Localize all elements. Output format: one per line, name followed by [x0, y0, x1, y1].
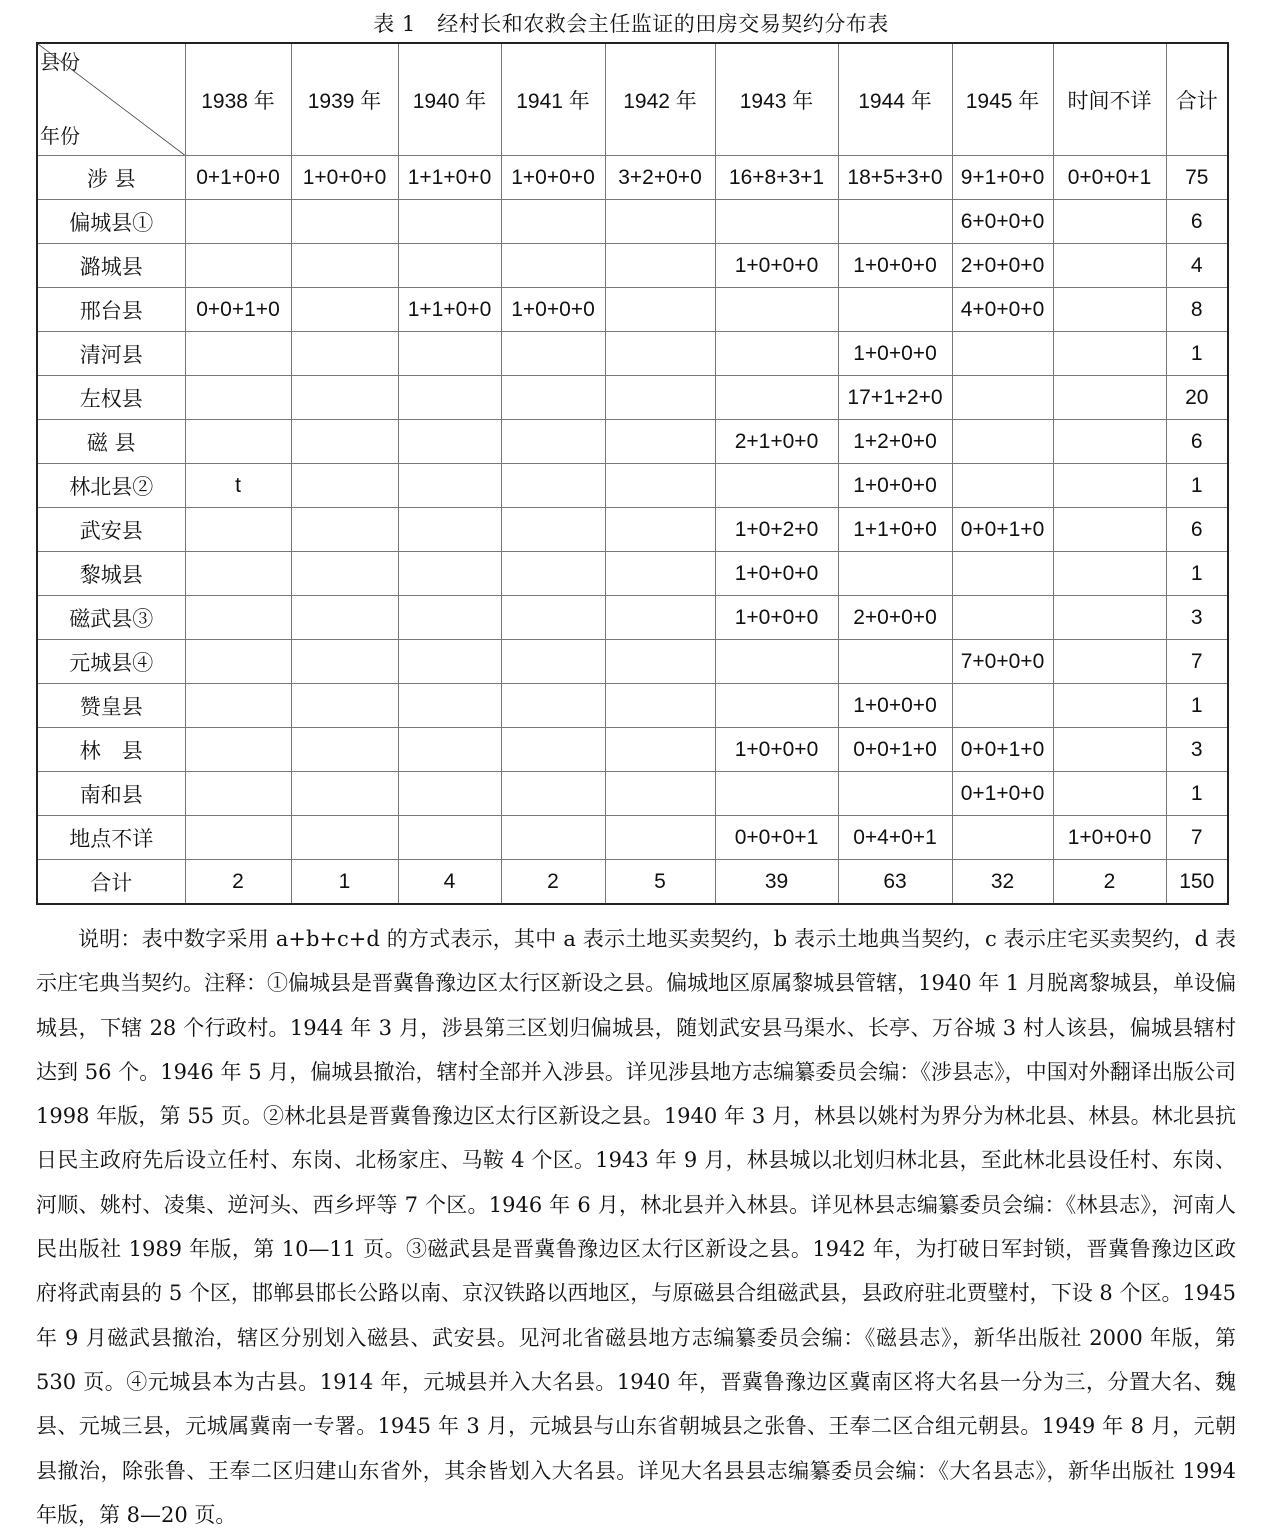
- table-cell: [185, 816, 291, 860]
- table-cell: [501, 508, 605, 552]
- table-cell: [185, 332, 291, 376]
- table-cell: [291, 816, 398, 860]
- table-cell: [501, 596, 605, 640]
- table-cell: [952, 552, 1053, 596]
- table-cell: 1+0+0+0: [501, 288, 605, 332]
- table-cell: [838, 288, 952, 332]
- table-cell: 1+2+0+0: [838, 420, 952, 464]
- table-cell: 3+2+0+0: [605, 156, 715, 200]
- table-cell: 18+5+3+0: [838, 156, 952, 200]
- table-cell: [291, 508, 398, 552]
- table-cell: [1053, 420, 1166, 464]
- table-cell: [185, 200, 291, 244]
- table-cell: [838, 772, 952, 816]
- table-cell: [398, 596, 501, 640]
- column-total: 2: [501, 860, 605, 905]
- table-cell: [291, 288, 398, 332]
- table-cell: [501, 420, 605, 464]
- table-cell: [398, 508, 501, 552]
- county-name: 左权县: [37, 376, 185, 420]
- table-cell: 17+1+2+0: [838, 376, 952, 420]
- row-total: 6: [1166, 200, 1228, 244]
- table-cell: [952, 596, 1053, 640]
- table-cell: 0+0+1+0: [185, 288, 291, 332]
- table-cell: [398, 376, 501, 420]
- table-cell: [291, 332, 398, 376]
- county-name: 邢台县: [37, 288, 185, 332]
- table-row: [37, 508, 1228, 552]
- table-cell: 16+8+3+1: [715, 156, 838, 200]
- table-cell: [605, 288, 715, 332]
- table-cell: 0+0+1+0: [952, 728, 1053, 772]
- column-total: 39: [715, 860, 838, 905]
- table-row: [37, 288, 1228, 332]
- table-cell: [1053, 288, 1166, 332]
- row-total: 20: [1166, 376, 1228, 420]
- table-cell: [952, 420, 1053, 464]
- county-name: 潞城县: [37, 244, 185, 288]
- table-cell: [605, 684, 715, 728]
- column-header: 1944 年: [838, 43, 952, 156]
- table-cell: [1053, 508, 1166, 552]
- row-total: 1: [1166, 332, 1228, 376]
- table-cell: [605, 728, 715, 772]
- row-total: 7: [1166, 640, 1228, 684]
- row-total: 8: [1166, 288, 1228, 332]
- county-name: 元城县④: [37, 640, 185, 684]
- table-cell: [952, 816, 1053, 860]
- table-cell: [291, 596, 398, 640]
- table-cell: [605, 596, 715, 640]
- column-header: 合计: [1166, 43, 1228, 156]
- table-cell: [185, 640, 291, 684]
- table-cell: [398, 640, 501, 684]
- county-name: 林北县②: [37, 464, 185, 508]
- county-name: 黎城县: [37, 552, 185, 596]
- column-total: 4: [398, 860, 501, 905]
- table-cell: [605, 772, 715, 816]
- table-cell: [398, 200, 501, 244]
- table-cell: [185, 772, 291, 816]
- table-cell: [185, 420, 291, 464]
- table-cell: [605, 200, 715, 244]
- column-header: 1938 年: [185, 43, 291, 156]
- column-header: 1943 年: [715, 43, 838, 156]
- column-total: 63: [838, 860, 952, 905]
- corner-label-year: 年份: [40, 124, 80, 148]
- table-cell: [398, 816, 501, 860]
- table-cell: [185, 552, 291, 596]
- county-name: 赞皇县: [37, 684, 185, 728]
- table-cell: [398, 552, 501, 596]
- table-cell: [398, 728, 501, 772]
- table-cell: [501, 684, 605, 728]
- total-label: 合计: [37, 860, 185, 905]
- table-cell: [1053, 596, 1166, 640]
- row-total: 6: [1166, 508, 1228, 552]
- table-cell: 0+4+0+1: [838, 816, 952, 860]
- table-cell: [501, 640, 605, 684]
- table-cell: [715, 200, 838, 244]
- contract-distribution-table: [36, 42, 1229, 905]
- row-total: 4: [1166, 244, 1228, 288]
- table-cell: [185, 728, 291, 772]
- county-name: 武安县: [37, 508, 185, 552]
- table-cell: [185, 596, 291, 640]
- column-total: 150: [1166, 860, 1228, 905]
- table-cell: [291, 772, 398, 816]
- table-cell: [501, 376, 605, 420]
- table-row: [37, 200, 1228, 244]
- table-cell: [185, 684, 291, 728]
- table-cell: [291, 552, 398, 596]
- table-cell: [398, 772, 501, 816]
- table-row: [37, 684, 1228, 728]
- row-total: 1: [1166, 464, 1228, 508]
- county-name: 磁武县③: [37, 596, 185, 640]
- table-cell: [605, 640, 715, 684]
- table-cell: [952, 332, 1053, 376]
- table-cell: [952, 376, 1053, 420]
- table-cell: [715, 684, 838, 728]
- table-cell: [838, 640, 952, 684]
- row-total: 7: [1166, 816, 1228, 860]
- row-total: 1: [1166, 684, 1228, 728]
- table-cell: 2+0+0+0: [838, 596, 952, 640]
- table-cell: 1+0+0+0: [838, 244, 952, 288]
- county-name: 林 县: [37, 728, 185, 772]
- table-cell: [715, 772, 838, 816]
- table-cell: 0+0+1+0: [838, 728, 952, 772]
- table-cell: [291, 420, 398, 464]
- table-cell: [715, 640, 838, 684]
- table-cell: 0+1+0+0: [185, 156, 291, 200]
- table-cell: [185, 244, 291, 288]
- table-cell: 0+0+1+0: [952, 508, 1053, 552]
- table-cell: [398, 464, 501, 508]
- table-cell: [501, 464, 605, 508]
- table-cell: [501, 332, 605, 376]
- table-row: [37, 420, 1228, 464]
- table-row: [37, 772, 1228, 816]
- table-cell: 1+0+0+0: [715, 728, 838, 772]
- table-cell: 1+1+0+0: [398, 156, 501, 200]
- table-cell: [501, 200, 605, 244]
- table-row: [37, 332, 1228, 376]
- county-name: 清河县: [37, 332, 185, 376]
- table-cell: [1053, 772, 1166, 816]
- table-cell: 1+0+0+0: [838, 464, 952, 508]
- table-row: [37, 596, 1228, 640]
- table-cell: 4+0+0+0: [952, 288, 1053, 332]
- table-cell: [605, 816, 715, 860]
- table-cell: [1053, 552, 1166, 596]
- table-cell: 1+1+0+0: [398, 288, 501, 332]
- table-cell: [838, 552, 952, 596]
- table-cell: 1+0+0+0: [715, 596, 838, 640]
- column-total: 1: [291, 860, 398, 905]
- table-cell: [715, 464, 838, 508]
- table-row: [37, 640, 1228, 684]
- table-cell: [501, 772, 605, 816]
- table-cell: 7+0+0+0: [952, 640, 1053, 684]
- column-header: 1939 年: [291, 43, 398, 156]
- table-cell: [838, 200, 952, 244]
- table-cell: [605, 376, 715, 420]
- table-cell: 1+0+2+0: [715, 508, 838, 552]
- table-cell: [605, 552, 715, 596]
- table-cell: [398, 332, 501, 376]
- table-cell: [501, 728, 605, 772]
- table-cell: [1053, 200, 1166, 244]
- table-row: [37, 464, 1228, 508]
- table-cell: 1+0+0+0: [838, 684, 952, 728]
- notes-section: [36, 917, 1236, 1537]
- table-cell: [291, 376, 398, 420]
- table-cell: [291, 244, 398, 288]
- table-cell: 1+0+0+0: [838, 332, 952, 376]
- table-cell: [291, 464, 398, 508]
- table-cell: [501, 816, 605, 860]
- county-name: 磁 县: [37, 420, 185, 464]
- header-row: [37, 43, 1228, 156]
- table-cell: [1053, 376, 1166, 420]
- table-cell: [185, 376, 291, 420]
- table-cell: [291, 684, 398, 728]
- table-cell: [291, 640, 398, 684]
- table-cell: [605, 332, 715, 376]
- county-name: 涉 县: [37, 156, 185, 200]
- table-cell: 0+0+0+1: [715, 816, 838, 860]
- table-row: [37, 244, 1228, 288]
- corner-label-county: 县份: [40, 50, 80, 74]
- row-total: 1: [1166, 772, 1228, 816]
- table-cell: 1+0+0+0: [715, 552, 838, 596]
- county-name: 南和县: [37, 772, 185, 816]
- table-cell: [715, 332, 838, 376]
- table-cell: [398, 684, 501, 728]
- column-total: 32: [952, 860, 1053, 905]
- table-cell: [715, 288, 838, 332]
- table-cell: [1053, 244, 1166, 288]
- table-cell: [605, 244, 715, 288]
- table-cell: [1053, 684, 1166, 728]
- table-cell: [952, 464, 1053, 508]
- county-name: 偏城县①: [37, 200, 185, 244]
- row-total: 75: [1166, 156, 1228, 200]
- row-total: 6: [1166, 420, 1228, 464]
- column-total: 2: [1053, 860, 1166, 905]
- table-cell: 6+0+0+0: [952, 200, 1053, 244]
- table-cell: [398, 244, 501, 288]
- table-cell: [952, 684, 1053, 728]
- table-cell: 1+0+0+0: [501, 156, 605, 200]
- column-header: 1941 年: [501, 43, 605, 156]
- table-cell: [185, 508, 291, 552]
- row-total: 3: [1166, 728, 1228, 772]
- table-cell: [1053, 640, 1166, 684]
- table-cell: t: [185, 464, 291, 508]
- table-cell: 1+0+0+0: [291, 156, 398, 200]
- table-cell: [1053, 332, 1166, 376]
- table-cell: 2+1+0+0: [715, 420, 838, 464]
- table-row: [37, 728, 1228, 772]
- table-row: [37, 156, 1228, 200]
- table-cell: [1053, 728, 1166, 772]
- table-cell: [605, 508, 715, 552]
- county-name: 地点不详: [37, 816, 185, 860]
- table-cell: 0+1+0+0: [952, 772, 1053, 816]
- table-cell: 0+0+0+1: [1053, 156, 1166, 200]
- table-cell: [291, 200, 398, 244]
- table-cell: 1+0+0+0: [1053, 816, 1166, 860]
- table-cell: [1053, 464, 1166, 508]
- total-row: [37, 860, 1228, 905]
- column-header: 1942 年: [605, 43, 715, 156]
- table-cell: [501, 552, 605, 596]
- table-cell: [398, 420, 501, 464]
- column-header: 1940 年: [398, 43, 501, 156]
- row-total: 3: [1166, 596, 1228, 640]
- table-cell: 2+0+0+0: [952, 244, 1053, 288]
- table-row: [37, 552, 1228, 596]
- notes-paragraph: 说明：表中数字采用 a+b+c+d 的方式表示，其中 a 表示土地买卖契约，b 表示土地典当契约，c 表示庄宅买卖契约，d 表示庄宅典当契约。注释：①偏城县是晋冀鲁豫边区太行区新设之县。偏城地区原属黎城县管辖，1940 年 1 月脱离黎城县，单设偏城县，下辖 28 个行政村。1944 年 3 月，涉县第三区划归偏城县，随划武安县马渠水、长亭、万谷城 3 村人该县，偏城县辖村达到 56 个。1946 年 5 月，偏城县撤治，辖村全部并入涉县。详见涉县地方志编纂委员会编：《涉县志》，中国对外翻译出版公司 1998 年版，第 55 页。②林北县是晋冀鲁豫边区太行区新设之县。1940 年 3 月，林县以姚村为界分为林北县、林县。林北县抗日民主政府先后设立任村、东岗、北杨家庄、马鞍 4 个区。1943 年 9 月，林县城以北划归林北县，至此林北县设任村、东岗、河顺、姚村、凌集、逆河头、西乡坪等 7 个区。1946 年 6 月，林北县并入林县。详见林县志编纂委员会编：《林县志》，河南人民出版社 1989 年版，第 10—11 页。③磁武县是晋冀鲁豫边区太行区新设之县。1942 年，为打破日军封锁，晋冀鲁豫边区政府将武南县的 5 个区，邯郸县邯长公路以南、京汉铁路以西地区，与原磁县合组磁武县，县政府驻北贾璧村，下设 8 个区。1945 年 9 月磁武县撤治，辖区分别划入磁县、武安县。见河北省磁县地方志编纂委员会编：《磁县志》，新华出版社 2000 年版，第 530 页。④元城县本为古县。1914 年，元城县并入大名县。1940 年，晋冀鲁豫边区冀南区将大名县一分为三，分置大名、魏县、元城三县，元城属冀南一专署。1945 年 3 月，元城县与山东省朝城县之张鲁、王奉二区合组元朝县。1949 年 8 月，元朝县撤治，除张鲁、王奉二区归建山东省外，其余皆划入大名县。详见大名县县志编纂委员会编：《大名县志》，新华出版社 1994 年版，第 8—20 页。: [36, 927, 1236, 1527]
- table-row: [37, 816, 1228, 860]
- column-header: 时间不详: [1053, 43, 1166, 156]
- column-header: 1945 年: [952, 43, 1053, 156]
- table-cell: [715, 376, 838, 420]
- table-title: 表 1 经村长和农救会主任监证的田房交易契约分布表: [373, 12, 889, 36]
- table-cell: 9+1+0+0: [952, 156, 1053, 200]
- table-cell: 1+1+0+0: [838, 508, 952, 552]
- table-cell: [501, 244, 605, 288]
- table-cell: [605, 464, 715, 508]
- table-cell: 1+0+0+0: [715, 244, 838, 288]
- column-total: 5: [605, 860, 715, 905]
- corner-header: [37, 43, 185, 156]
- table-cell: [605, 420, 715, 464]
- column-total: 2: [185, 860, 291, 905]
- table-row: [37, 376, 1228, 420]
- table-cell: [291, 728, 398, 772]
- row-total: 1: [1166, 552, 1228, 596]
